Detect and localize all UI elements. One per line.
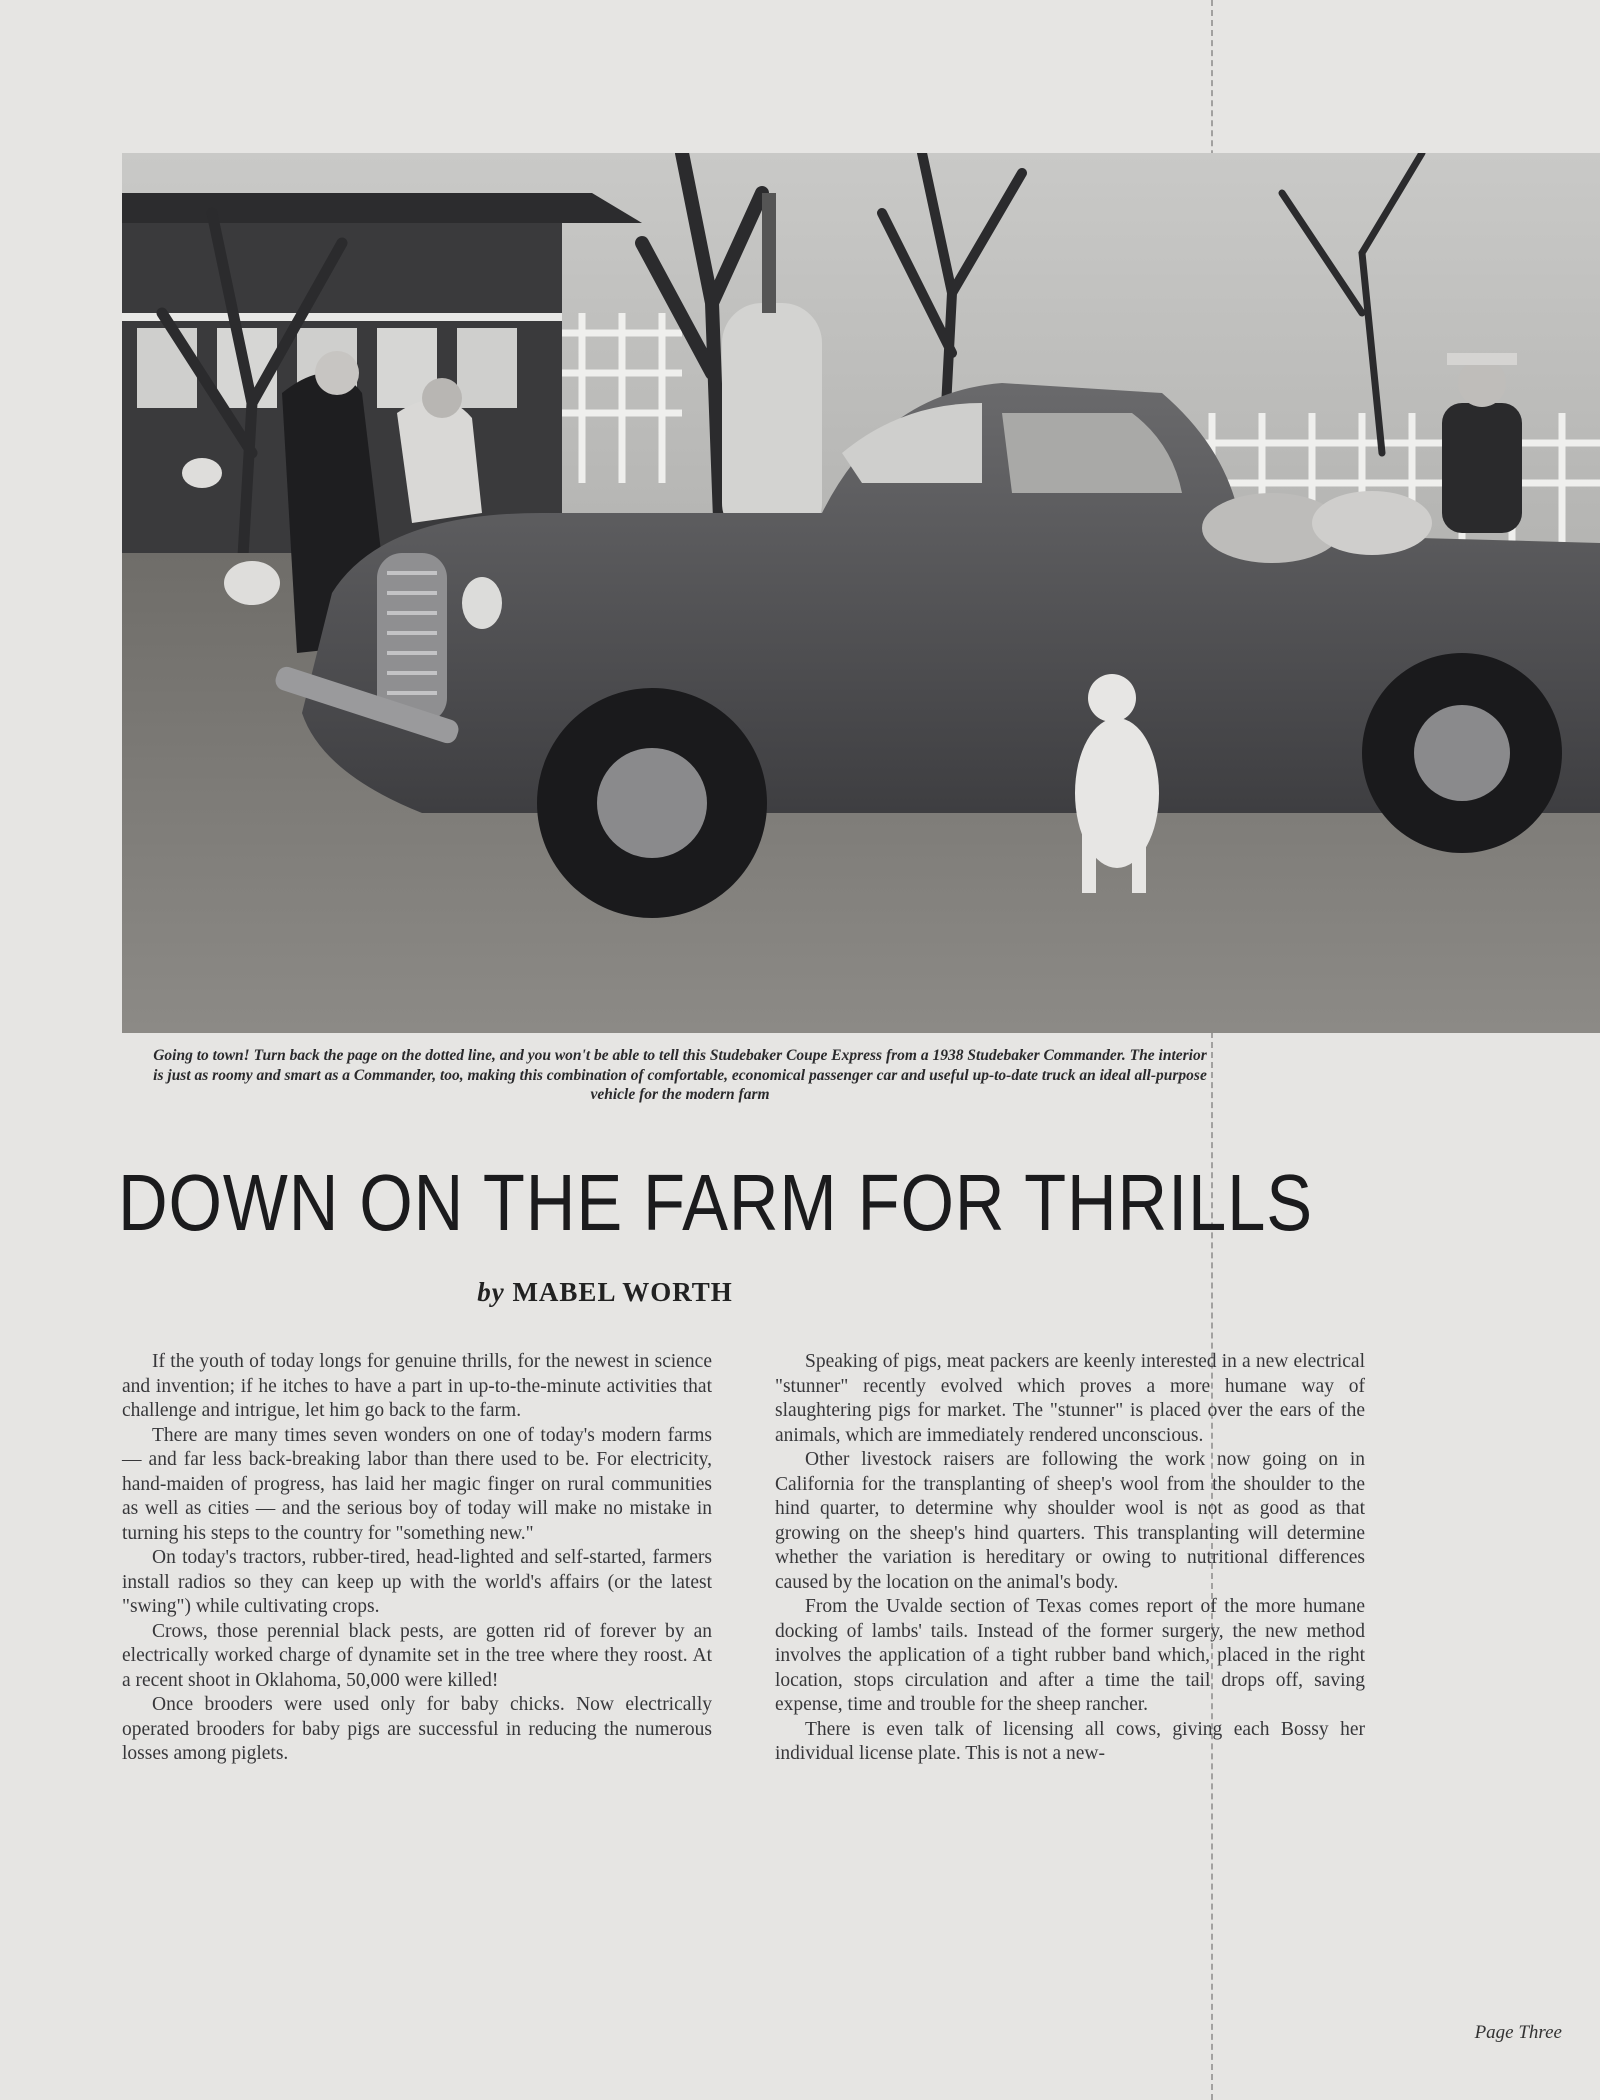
byline-prefix: by [477,1277,505,1307]
article-column-right [775,1350,1365,1767]
paragraph: Other livestock raisers are following the work now going on in California for the transplanting of sheep's wool from the shoulder to the hind quarter, to determine why shoulder wool is not as good as that growing on the sheep's hind quarters. This transplanting will determine whether the variation is hereditary or owing to nutritional differences caused by the location on the animal's body. [775,1449,1365,1593]
paragraph: There are many times seven wonders on one of today's modern farms — and far less back-breaking labor than there used to be. For electricity, hand-maiden of progress, has laid her magic finger on rural communities as well as cities — and the serious boy of today will make no mistake in turning his steps to the country for "something new." [122,1424,712,1544]
byline-author: MABEL WORTH [512,1277,733,1307]
paragraph: Once brooders were used only for baby chicks. Now electrically operated brooders for baby pigs are successful in reducing the numerous losses among piglets. [122,1694,712,1764]
paragraph: Crows, those perennial black pests, are gotten rid of forever by an electrically worked charge of dynamite set in the tree where they roost. At a recent shoot in Oklahoma, 50,000 were killed! [122,1620,712,1691]
paragraph: If the youth of today longs for genuine thrills, for the newest in science and invention; if he itches to have a part in up-to-the-minute activities that challenge and intrigue, let him go back to the farm. [122,1351,712,1421]
article-headline: DOWN ON THE FARM FOR THRILLS [118,1158,1314,1247]
byline [0,1276,1210,1308]
paragraph: Speaking of pigs, meat packers are keenly interested in a new electrical "stunner" recently evolved which proves a more humane way of slaughtering pigs for market. The "stunner" is placed over the ears of the animals, which are immediately rendered unconscious. [775,1351,1365,1446]
paragraph: From the Uvalde section of Texas comes report of the more humane docking of lambs' tails. Instead of the former surgery, the new method involves the application of a tight rubber band which, placed in the right location, stops circulation and after a time the tail drops off, saving expense, time and trouble for the sheep rancher. [775,1596,1365,1715]
photo-caption: Going to town! Turn back the page on the dotted line, and you won't be able to tell this Studebaker Coupe Express from a 1938 Studebaker Commander. The interior is just as roomy and smart as a Commander, too, making this combination of comfortable, economical passenger car and useful up-to-date truck an ideal all-purpose vehicle for the modern farm [153,1047,1207,1103]
article-column-left [122,1350,712,1767]
page-number: Page Three [1474,2022,1562,2043]
photo-farm-truck [122,153,1600,1033]
paragraph: There is even talk of licensing all cows, giving each Bossy her individual license plate. This is not a new- [775,1718,1365,1764]
photo-illustration [122,153,1600,1033]
paragraph: On today's tractors, rubber-tired, head-lighted and self-started, farmers install radios so they can keep up with the world's affairs (or the latest "swing") while cultivating crops. [122,1547,712,1617]
